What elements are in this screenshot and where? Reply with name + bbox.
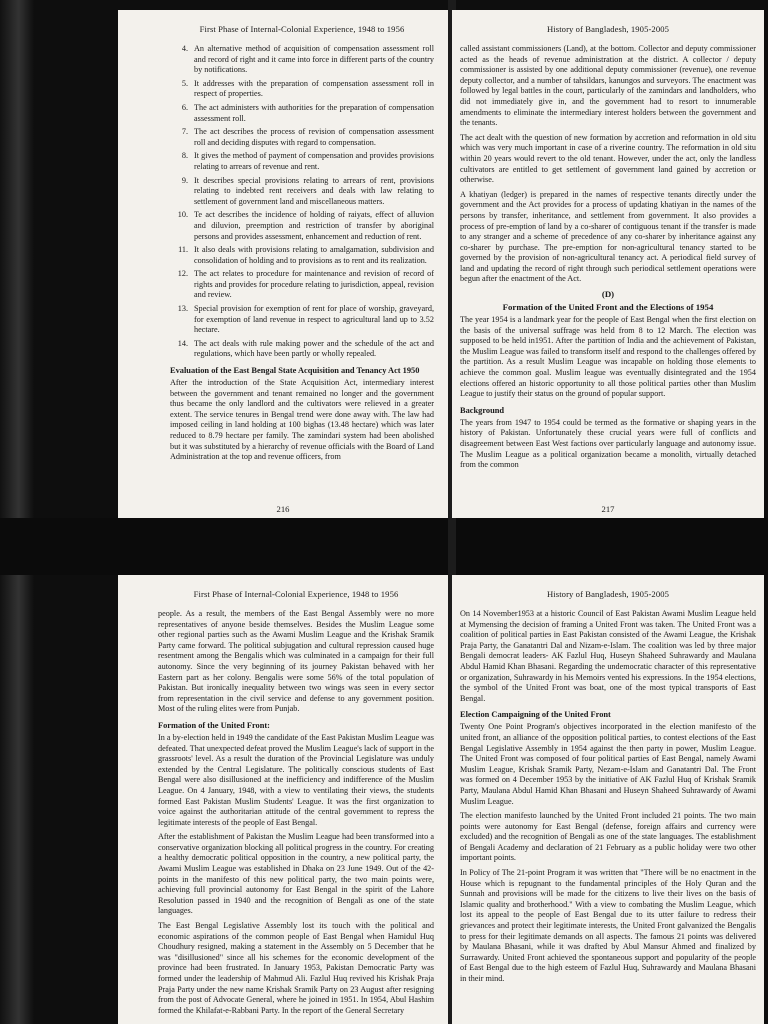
section-heading: Formation of the United Front:: [158, 720, 270, 730]
page-219: [452, 575, 764, 1024]
running-head: History of Bangladesh, 1905-2005: [546, 589, 670, 599]
list-item: 9. It describes special provisions relating to arrears of rent, provisions relating to indebted rent receivers and deals with law relating to settlement of government land and miscellaneous matters.: [181, 175, 434, 206]
paragraph: In Policy of The 21-point Program it was written that "There will be no enactment in the House which is repugnant to the fundamental principles of the Holy Quran and the Sunnah and provisions will be made for the citizens to live their lives on the basis of Islamic quality and brotherhood." With a view to combating the Muslim League, which lost its appeal to the people of East Bengal due to its utter failure to redress their grievances and protect their legitimate interests, the United Front galvanized the Bengalis to press for their legitimate demands on all aspects. The famous 21 points was delivered by Maulana Bhasani, while it was drafted by Abul Mansur Ahmed and finalized by Surrawardy. United Front achieved the spontaneous support and popularity of the people of East Bengal due to the high esteem of Fazlul Huq, Suhrawardy and Maulana Bhasani in their mind.: [460, 868, 756, 983]
page-number: 216: [276, 504, 290, 514]
paragraph: The year 1954 is a landmark year for the people of East Bengal when the first election on the basis of the universal suffrage was held from 8 to 12 March. The election was supposed to be held in1951. After the partition of India and the achievement of Pakistan, the Muslim League was failed to transform itself and respond to the challenges offered by the partition. As a result Muslim League was incapable on holding those elements to achieve the common goal. Muslim league was eventually disintegrated and the 1954 elections offered an historic opportunity to all those political parties other than Muslim League to justify their status on the ground of popular support.: [460, 315, 756, 399]
section-heading: Evaluation of the East Bengal State Acquisition and Tenancy Act 1950: [170, 366, 420, 376]
running-head: History of Bangladesh, 1905-2005: [546, 24, 670, 34]
running-head: First Phase of Internal-Colonial Experience, 1948 to 1956: [199, 24, 405, 34]
paragraph: Twenty One Point Program's objectives incorporated in the election manifesto of the united front, an alliance of the opposition political parties, to contest elections of the East Bengal Legislative Assembly in 1954 against the then party in power, Muslim League. The United Front was composed of four political parties of East Bengal, namely Awami Muslim League, Krishak Sramik Party, Nezam-e-Islam and Ganatantri Dal. The Front was formed on 4 December 1953 by the initiative of AK Fazlul Huq of Krishak Sramik Party, Maulana Abdul Hamid Khan Bhasani and Huseyn Shaheed Suhrawardy of Awami Muslim League.: [460, 722, 756, 806]
section-letter: (D): [601, 289, 615, 300]
list-item: 13. Special provision for exemption of rent for place of worship, graveyard, for exemption of land revenue in respect to agricultural land up to 3.52 hectare.: [177, 304, 434, 335]
list-item: 10. Te act describes the incidence of holding of raiyats, effect of alluvion and diluvion, preemption and restriction of transfer by aboriginal persons and provides assessment, enhancement and reduction of rent.: [177, 210, 434, 241]
list-item: 12. The act relates to procedure for maintenance and revision of record of rights and provides for procedure relating to jurisdiction, appeal, revision and review.: [177, 269, 434, 300]
paragraph: On 14 November1953 at a historic Council of East Pakistan Awami Muslim League held at Mymensing the decision of framing a United Front was taken. The United Front was a coalition of political parties in East Pakistan consisted of the Awami League, the Krishak Praja Party, the Ganatantri Dal and Nizam-e-Islam. The coalition was led by three major Bengali democrat leaders- AK Fazlul Huq, Huseyn Shaheed Suhrawardy and Maulana Abdul Hamid Khan Bhasani. Regarding the undemocratic character of this representative or organization, Suhrawardy in his Memoirs vented his expressions. In the 1954 elections, the symbol of the United Front was boat, one of the most typical transports of East Bengal.: [460, 609, 756, 703]
section-title: Formation of the United Front and the Elections of 1954: [502, 302, 714, 313]
paragraph: The East Bengal Legislative Assembly lost its touch with the political and economic aspirations of the common people of East Bengal when Hamidul Huq Choudhury resigned, making a statement in the Assembly on 5 December that he was "disillusioned" since all his schemes for the economic development of the province had been frustrated. In January 1953, Pakistan Democratic Party was formed under the leadership of Mahmud Ali. Fazlul Huq revived his Krishak Praja Praja Party under the new name Krishak Sramik Party on 23 August after resigning from the post of Advocate General, where he joined in 1951. In 1954, Abul Hashim formed the Khilafat-e-Rabbani Party. In the report of the General Secretary: [158, 921, 434, 1015]
list-item: 8. It gives the method of payment of compensation and provides provisions relating to arrears of revenue and rent.: [181, 151, 434, 171]
paragraph: After the establishment of Pakistan the Muslim League had been transformed into a conservative organization blocking all political progress in the country. For creating a healthy democratic political opposition in the country, a new political party, the Awami Muslim League was established in Dhaka on 23 June 1949. Out of the 42-points in the manifesto of this new political party, the two main points were, achieving full provincial autonomy for East Bengal in the spirit of the Lahore Resolution passed in 1940 and the recognition of Bengali as one of the state languages.: [158, 832, 434, 916]
page-number: 217: [601, 504, 615, 514]
page-218: [118, 575, 448, 1024]
list-item: 14. The act deals with rule making power and the schedule of the act and regulations, which have been partly or wholly repealed.: [177, 338, 434, 359]
running-head: First Phase of Internal-Colonial Experience, 1948 to 1956: [193, 589, 399, 599]
numbered-list: [170, 44, 434, 360]
list-item: 4. An alternative method of acquisition of compensation assessment roll and record of right and it came into force in different parts of the country by notifications.: [181, 44, 434, 75]
paragraph: The election manifesto launched by the United Front included 21 points. The two main points were autonomy for East Bengal (defense, foreign affairs and currency were excluded) and the recognition of Bengali as one of the state languages. The establishment of Bengali Academy and declaration of 21 February as a public holiday were two other important points.: [460, 811, 756, 863]
page-217: [452, 10, 764, 518]
list-item: 7. The act describes the process of revision of compensation assessment roll and deciding disputes with regard to compensation.: [181, 127, 434, 147]
paragraph: The years from 1947 to 1954 could be termed as the formative or shaping years in the history of Pakistan. Unfortunately these crucial years were full of conflicts and disagreement between East West factions over particularly language and autonomy issue. The Muslim League as a political organization became a monolith, virtually detached from the common: [460, 417, 756, 470]
list-item: 6. The act administers with authorities for the preparation of compensation assessment roll.: [181, 102, 434, 123]
page-216: [118, 10, 448, 518]
subsection-heading: Background: [460, 405, 505, 415]
section-heading: Election Campaigning of the United Front: [460, 710, 611, 720]
scan-shadow-left: [0, 0, 34, 1024]
list-item: 5. It addresses with the preparation of compensation assessment roll in respect of properties.: [181, 78, 434, 99]
paragraph: In a by-election held in 1949 the candidate of the East Pakistan Muslim League was defeated. That unexpected defeat proved the Muslim League's lack of support in the grassroots' level. As a result the duration of the Provincial Legislature was unduly extended by the Central Legislature. The politically conscious students of East Bengal were also disillusioned at the inefficiency and indifference of the Muslim League. On 4 January, 1948, with a view to ventilating their views, the students formed East Pakistan Muslim Students' League. It was the first organization to voice against the authoritarian attitude of the central government to repress the legitimate interests of the people of East Bengal.: [158, 732, 434, 827]
paragraph: called assistant commissioners (Land), at the bottom. Collector and deputy commissioner acted as the heads of revenue administration at the district. A collector / deputy commissioner is assisted by one additional deputy commissioner (revenue), one revenue deputy collector, and a number of tahsildars, kanungos and surveyors. The enactment was followed by legal battles in the court, particularly of the zamindars and landholders, who did not immediately give in, and the government had to resort to innumerable amendments to eliminate the intermediary interest holders between the government and the tenants.: [460, 44, 756, 128]
paragraph: The act dealt with the question of new formation by accretion and reformation in old situ which was very much important in case of a riverine country. The reformation in old situ within 20 years would revert to the old tenant. However, under the act, only the landless cultivators are entitled to get settlement of government land gained by accretion or otherwise.: [460, 132, 756, 185]
spread-separator: [0, 518, 768, 575]
paragraph: After the introduction of the State Acquisition Act, intermediary interest between the government and tenant remained no longer and the government thus became the only landlord and the cultivators were relieved in a greater extent. The service tenures in Bengal trend were done away with. The law had imposed ceiling in land holding at 100 bighas (13.48 hectare) which was later reduced to 8.79 hectare per family. The zamindari system had been abolished but it was substituted by a hierarchy of revenue officials with the Board of Land Administration at the top and revenue officers, from: [170, 378, 434, 462]
paragraph: people. As a result, the members of the East Bengal Assembly were no more representatives of anyone beside themselves. Besides the Muslim League some other regional parties such as the Awami Muslim League and the Krishak Sramik Party came forward. The political subjugation and cultural repression caused huge resentment among the Bengalis which was culminated in a campaign for their full autonomy. Since the very beginning of its journey Pakistan behaved with her Eastern part as her colony. Bengalis were some 56% of the total population of Pakistan. But ironically inequality between two wings was seen in every sector from representation in the civil service and defense to any government position. Most of the ruling elites were from Punjab.: [158, 609, 434, 714]
paragraph: A khatiyan (ledger) is prepared in the names of respective tenants directly under the government and the Act provides for a process of updating khatiyan in the names of the persons by transfer, inheritance, and settlement from government. It also provides a process of pre-emption of land by a co-sharer of contiguous tenant if the transfer is made to any stranger and a scheme of precedence of any co-sharer by inheritance against any co-sharer by purchase. The pre-emption for non-agricultural tenancy started to be governed by the provision of non-agricultural tenancy act. A periodical field survey of land and updating the record of right through such periodical settlement operations were begun after the enactment of the Act.: [460, 189, 756, 284]
list-item: 11. It also deals with provisions relating to amalgamation, subdivision and consolidation of holding and to provisions as to rent and its realization.: [178, 245, 434, 265]
